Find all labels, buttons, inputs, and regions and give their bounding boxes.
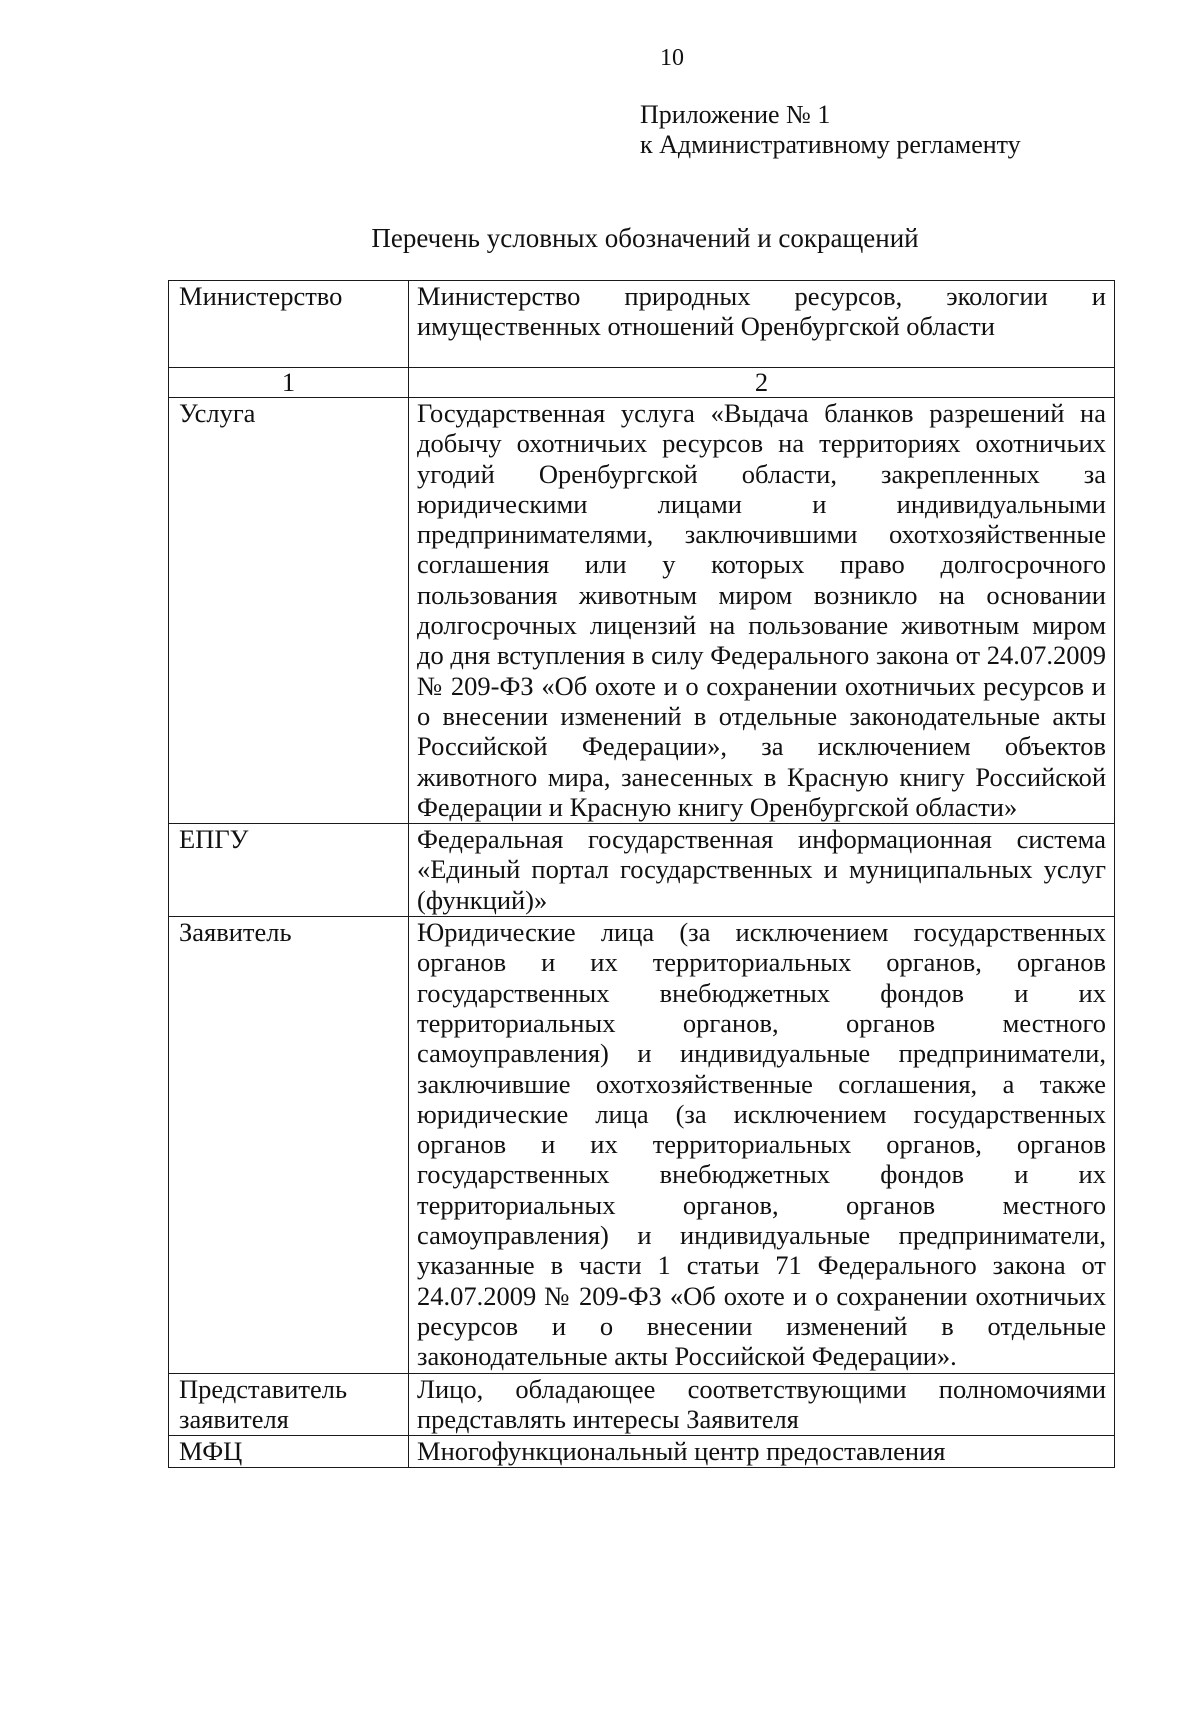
table-row — [169, 824, 1115, 917]
table-row — [169, 917, 1115, 1373]
column-numbers-row — [169, 368, 1115, 398]
page-number: 10 — [660, 45, 684, 71]
definition-cell: Юридические лица (за исключением государственных органов и их территориальных органов, органов государственных внебюджетных фондов и их территориальных органов, органов местного самоуправления) и индивидуальные предприниматели, заключившие охотхозяйственные соглашения, а также юридические лица (за исключением государственных органов и их территориальных органов, органов государственных внебюджетных фондов и их территориальных органов, органов местного самоуправления) и индивидуальные предприниматели, указанные в части 1 статьи 71 Федерального закона от 24.07.2009 № 209-ФЗ «Об охоте и о сохранении охотничьих ресурсов и о внесении изменений в отдельные законодательные акты Российской Федерации». — [409, 917, 1115, 1373]
table-row — [169, 1436, 1115, 1468]
appendix-reference — [640, 100, 1021, 160]
appendix-line-2: к Административному регламенту — [640, 130, 1021, 159]
column-number-2: 2 — [409, 368, 1115, 398]
definition-cell: Министерство природных ресурсов, экологии и имущественных отношений Оренбургской области — [409, 281, 1115, 368]
definition-cell: Лицо, обладающее соответствующими полномочиями представлять интересы Заявителя — [409, 1373, 1115, 1436]
term-cell: МФЦ — [169, 1436, 409, 1468]
abbreviations-table — [168, 280, 1115, 1468]
table-row — [169, 1373, 1115, 1436]
definition-cell: Федеральная государственная информационная система «Единый портал государственных и муниципальных услуг (функций)» — [409, 824, 1115, 917]
term-cell: ЕПГУ — [169, 824, 409, 917]
column-number-1: 1 — [169, 368, 409, 398]
table-row — [169, 281, 1115, 368]
definition-cell: Многофункциональный центр предоставления — [409, 1436, 1115, 1468]
definition-cell: Государственная услуга «Выдача бланков разрешений на добычу охотничьих ресурсов на территориях охотничьих угодий Оренбургской области, закрепленных за юридическими лицами и индивидуальными предпринимателями, заключившими охотхозяйственные соглашения или у которых право долгосрочного пользования животным миром возникло на основании долгосрочных лицензий на пользование животным миром до дня вступления в силу Федерального закона от 24.07.2009 № 209-ФЗ «Об охоте и о сохранении охотничьих ресурсов и о внесении изменений в отдельные законодательные акты Российской Федерации», за исключением объектов животного мира, занесенных в Красную книгу Российской Федерации и Красную книгу Оренбургской области» — [409, 398, 1115, 824]
term-cell: Услуга — [169, 398, 409, 824]
document-title: Перечень условных обозначений и сокращений — [371, 223, 919, 253]
term-cell: Представитель заявителя — [169, 1373, 409, 1436]
appendix-line-1: Приложение № 1 — [640, 100, 831, 129]
term-cell: Заявитель — [169, 917, 409, 1373]
table-row — [169, 398, 1115, 824]
term-cell: Министерство — [169, 281, 409, 368]
